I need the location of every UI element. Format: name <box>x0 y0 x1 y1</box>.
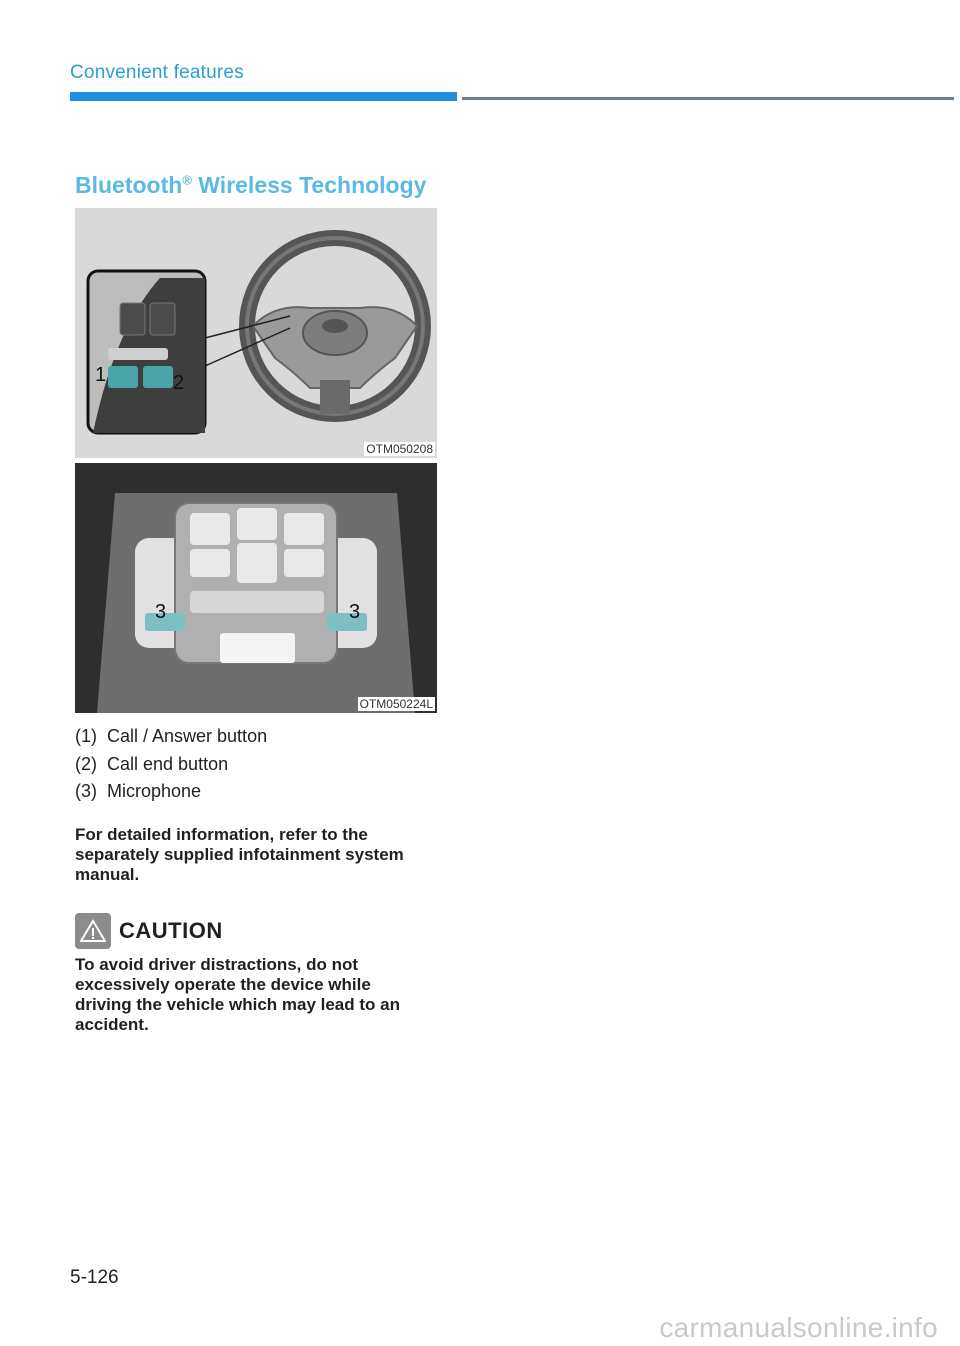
callout-3-left: 3 <box>155 601 167 623</box>
legend-num: (3) <box>75 781 97 801</box>
callout-2: 2 <box>173 372 185 394</box>
header-rule-accent <box>70 92 457 101</box>
section-title-main: Bluetooth <box>75 172 183 198</box>
legend-list <box>75 723 455 806</box>
legend-num: (1) <box>75 726 97 746</box>
figure-steering-wheel <box>75 208 437 458</box>
section-title-rest: Wireless Technology <box>191 172 427 198</box>
caution-title: CAUTION <box>119 918 223 943</box>
figure-overhead-console <box>75 463 437 713</box>
callout-1: 1 <box>95 364 107 386</box>
warning-triangle-icon <box>75 913 111 949</box>
registered-mark: ® <box>182 172 192 188</box>
running-header: Convenient features <box>70 62 244 83</box>
page-number: 5-126 <box>70 1267 119 1288</box>
section-title <box>75 172 426 199</box>
caution-text: To avoid driver distractions, do not excessively operate the device while driving the vehicle which may lead to an accident. <box>75 955 400 1034</box>
steering-wheel-illustration <box>75 208 437 458</box>
info-paragraph: For detailed information, refer to the separately supplied infotainment system manual. <box>75 825 404 884</box>
figure-code: OTM050208 <box>366 442 433 456</box>
legend-label: Call / Answer button <box>107 726 268 746</box>
legend-item <box>75 778 455 806</box>
figure-code: OTM050224L <box>359 697 433 711</box>
watermark: carmanualsonline.info <box>659 1312 938 1343</box>
caution-box <box>75 913 437 1035</box>
legend-item <box>75 723 455 751</box>
legend-label: Call end button <box>107 753 229 774</box>
legend-item <box>75 751 455 779</box>
legend-label: Microphone <box>107 781 202 801</box>
overhead-console-illustration <box>75 463 437 713</box>
callout-3-right: 3 <box>349 601 361 623</box>
header-rule-gray <box>462 97 954 100</box>
legend-num: (2) <box>75 753 97 774</box>
